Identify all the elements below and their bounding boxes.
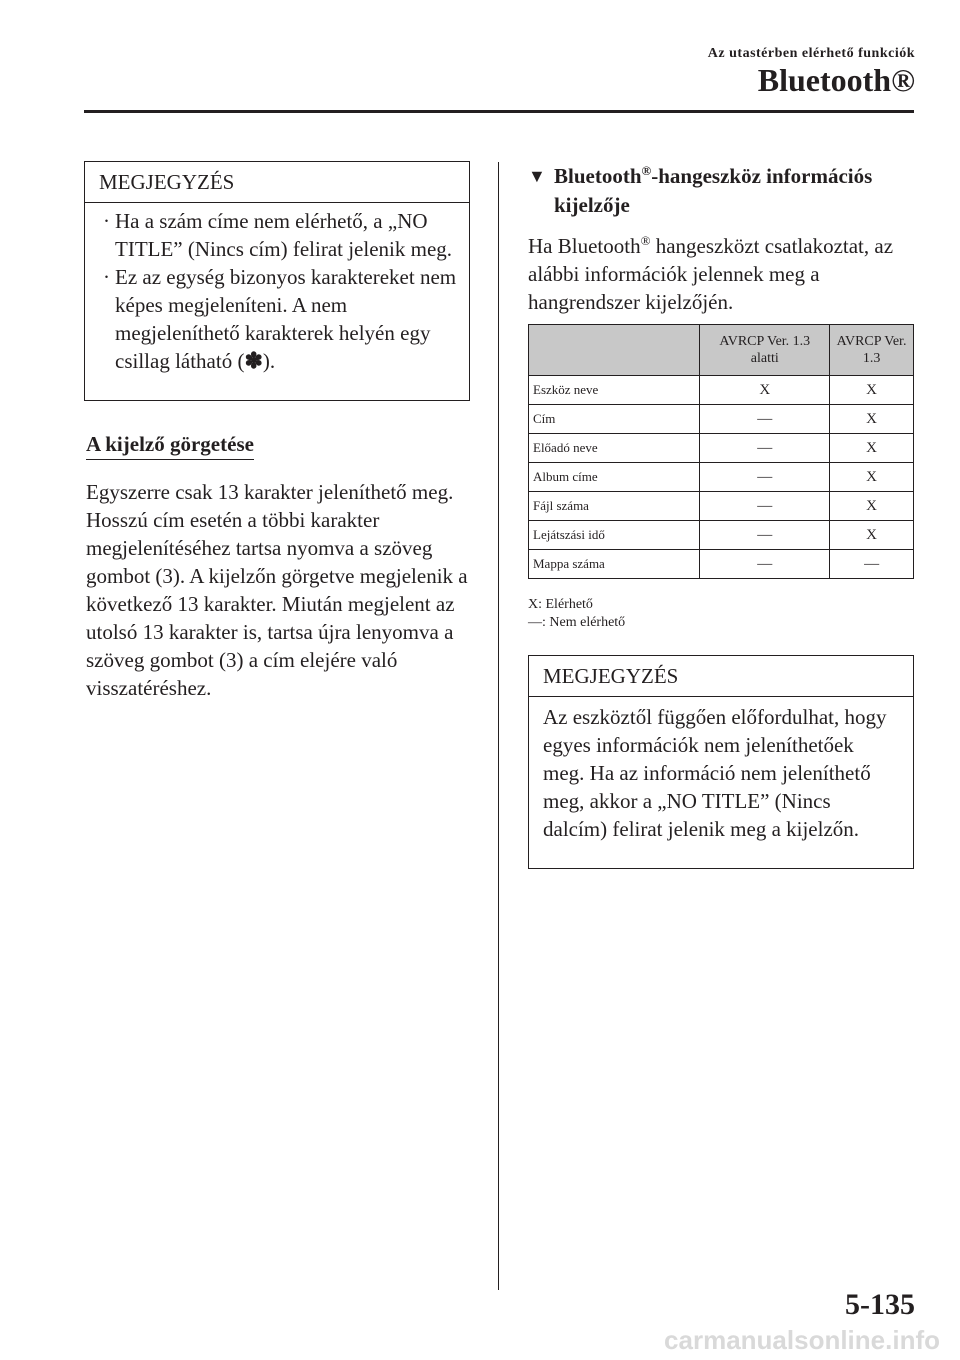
- table-row: [529, 376, 914, 405]
- heading-part: Bluetooth: [554, 164, 642, 188]
- heading-part-end: -hangeszköz információs kijelzője: [554, 164, 873, 217]
- table-header-cell: [529, 325, 700, 376]
- bullet-text-end: ).: [262, 349, 276, 373]
- table-cell: X: [830, 405, 914, 434]
- note-heading: MEGJEGYZÉS: [85, 162, 469, 203]
- table-cell: X: [830, 434, 914, 463]
- table-cell: —: [830, 550, 914, 579]
- note-box-left: [84, 161, 470, 401]
- paragraph-part-end: hangeszközt csatlakoztat, az alábbi információk jelennek meg a hangrendszer kijelzőjén.: [528, 234, 894, 314]
- table-cell: X: [700, 376, 830, 405]
- page-title: Bluetooth®: [757, 62, 915, 98]
- info-heading-text: [554, 162, 918, 220]
- table-cell: —: [700, 434, 830, 463]
- legend-unavailable: —: Nem elérhető: [528, 615, 626, 630]
- table-cell: X: [830, 463, 914, 492]
- table-cell: —: [700, 521, 830, 550]
- registered-mark: ®: [641, 163, 652, 178]
- note-bullet-2: [103, 263, 459, 375]
- bullet-text: Ez az egység bizonyos karaktereket nem képes megjeleníteni. A nem megjeleníthető karakterek helyén egy csillag látható (: [115, 265, 457, 373]
- table-cell: X: [830, 492, 914, 521]
- section-heading-scroll: A kijelző görgetése: [86, 432, 254, 460]
- legend-available: X: Elérhető: [528, 597, 593, 612]
- table-cell: —: [700, 463, 830, 492]
- row-label: Fájl száma: [529, 492, 700, 521]
- running-header-subtitle: Az utastérben elérhető funkciók: [707, 46, 915, 61]
- row-label: Előadó neve: [529, 434, 700, 463]
- table-header-cell: AVRCP Ver. 1.3: [830, 325, 914, 376]
- table-header-cell: AVRCP Ver. 1.3 alatti: [700, 325, 830, 376]
- note-body: Az eszköztől függően előfordulhat, hogy egyes információk nem jeleníthetőek meg. Ha az információ nem jeleníthető meg, akkor a „NO TITLE” (Nincs dalcím) felirat jelenik meg a kijelzőn.: [543, 705, 887, 841]
- table-row: [529, 492, 914, 521]
- note-heading: MEGJEGYZÉS: [529, 656, 913, 697]
- info-paragraph: [528, 232, 913, 316]
- bullet-dot: ·: [103, 209, 110, 233]
- bullet-dot: ·: [103, 265, 110, 289]
- table-cell: X: [830, 376, 914, 405]
- scroll-paragraph: Egyszerre csak 13 karakter jeleníthető meg. Hosszú cím esetén a többi karakter megjelenítéséhez tartsa nyomva a szöveg gombot (3). A kijelzőn görgetve megjelenik a következő 13 karakter. Miután megjelent az utolsó 13 karakter is, tartsa újra lenyomva a szöveg gombot (3) a cím elejére való visszatéréshez.: [86, 480, 468, 700]
- header-rule: [84, 110, 914, 113]
- watermark: carmanualsonline.info: [664, 1325, 940, 1355]
- table-row: [529, 463, 914, 492]
- table-header-row: [529, 325, 914, 376]
- bullet-text: Ha a szám címe nem elérhető, a „NO TITLE” (Nincs cím) felirat jelenik meg.: [115, 209, 453, 261]
- table-cell: —: [700, 550, 830, 579]
- page-number: 5-135: [845, 1288, 915, 1321]
- table-row: [529, 405, 914, 434]
- row-label: Lejátszási idő: [529, 521, 700, 550]
- column-divider: [498, 162, 499, 1290]
- table-cell: X: [830, 521, 914, 550]
- row-label: Album címe: [529, 463, 700, 492]
- row-label: Cím: [529, 405, 700, 434]
- table-row: [529, 550, 914, 579]
- registered-mark: ®: [640, 233, 651, 248]
- table-row: [529, 434, 914, 463]
- table-legend: [528, 596, 625, 632]
- table-cell: —: [700, 492, 830, 521]
- paragraph-part: Ha Bluetooth: [528, 234, 641, 258]
- avrcp-table: [528, 324, 914, 579]
- triangle-marker-icon: ▼: [528, 166, 546, 186]
- note-bullet-1: [103, 207, 459, 263]
- row-label: Eszköz neve: [529, 376, 700, 405]
- table-cell: —: [700, 405, 830, 434]
- note-box-right: [528, 655, 914, 869]
- table-row: [529, 521, 914, 550]
- note-body: [85, 203, 469, 375]
- row-label: Mappa száma: [529, 550, 700, 579]
- asterisk-icon: ✽: [244, 348, 263, 373]
